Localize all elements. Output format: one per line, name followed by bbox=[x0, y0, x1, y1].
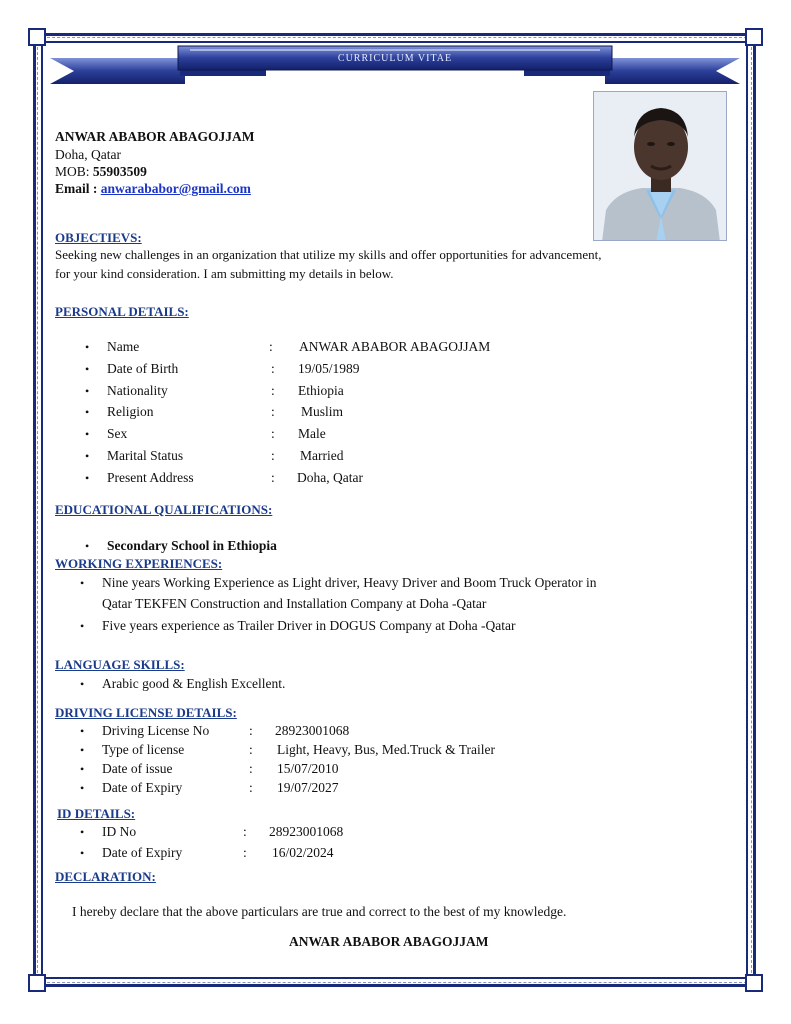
driving-colon: : bbox=[249, 780, 253, 795]
personal-label-address: Present Address bbox=[107, 470, 194, 485]
personal-label-name: Name bbox=[107, 339, 140, 354]
title-ribbon bbox=[50, 44, 740, 86]
personal-value-nationality: Ethiopia bbox=[298, 383, 344, 398]
objectives-line-1: Seeking new challenges in an organization that utilize my skills and offer opportunities for advancement, bbox=[55, 247, 602, 262]
id-details-heading: ID DETAILS: bbox=[57, 806, 136, 821]
personal-label-sex: Sex bbox=[107, 426, 128, 441]
email-label: Email : bbox=[55, 181, 98, 196]
driving-colon: : bbox=[249, 761, 253, 776]
profile-photo bbox=[593, 91, 727, 241]
banner-title: CURRICULUM VITAE bbox=[337, 53, 453, 64]
frame-corner-bottom-right bbox=[745, 974, 763, 992]
signature-name: ANWAR ABABOR ABAGOJJAM bbox=[289, 934, 489, 949]
bullet-icon: • bbox=[80, 724, 85, 738]
personal-colon: : bbox=[269, 339, 273, 354]
bullet-icon: • bbox=[85, 384, 90, 398]
bullet-icon: • bbox=[80, 576, 85, 590]
bullet-icon: • bbox=[85, 362, 90, 376]
email-line bbox=[55, 181, 251, 197]
email-link[interactable]: anwarababor@gmail.com bbox=[100, 181, 251, 196]
mobile-label: MOB: bbox=[55, 164, 90, 179]
personal-colon: : bbox=[271, 383, 275, 398]
driving-value-expiry: 19/07/2027 bbox=[277, 780, 339, 795]
frame-corner-bottom-left bbox=[28, 974, 46, 992]
personal-value-religion: Muslim bbox=[301, 404, 344, 419]
driving-label-type: Type of license bbox=[102, 742, 185, 757]
bullet-icon: • bbox=[80, 762, 85, 776]
personal-colon: : bbox=[271, 426, 275, 441]
personal-value-name: ANWAR ABABOR ABAGOJJAM bbox=[299, 339, 491, 354]
bullet-icon: • bbox=[80, 846, 85, 860]
education-item: Secondary School in Ethiopia bbox=[107, 538, 277, 553]
education-heading: EDUCATIONAL QUALIFICATIONS: bbox=[55, 502, 273, 517]
ribbon-left-tail bbox=[50, 58, 185, 84]
driving-license-heading: DRIVING LICENSE DETAILS: bbox=[55, 705, 237, 720]
frame-corner-top-right bbox=[745, 28, 763, 46]
mobile-number: 55903509 bbox=[92, 164, 147, 179]
id-label-expiry: Date of Expiry bbox=[102, 845, 183, 860]
personal-label-marital: Marital Status bbox=[107, 448, 184, 463]
bullet-icon: • bbox=[85, 405, 90, 419]
bullet-icon: • bbox=[85, 449, 90, 463]
driving-colon: : bbox=[249, 742, 253, 757]
bullet-icon: • bbox=[85, 471, 90, 485]
driving-value-issue: 15/07/2010 bbox=[277, 761, 339, 776]
personal-value-marital: Married bbox=[300, 448, 344, 463]
applicant-location: Doha, Qatar bbox=[55, 147, 121, 162]
objectives-heading: OBJECTIEVS: bbox=[55, 230, 142, 245]
work-heading: WORKING EXPERIENCES: bbox=[55, 556, 223, 571]
bullet-icon: • bbox=[80, 825, 85, 839]
frame-corner-top-left bbox=[28, 28, 46, 46]
bullet-icon: • bbox=[85, 340, 90, 354]
personal-value-address: Doha, Qatar bbox=[297, 470, 363, 485]
work-item-1-line-1: Nine years Working Experience as Light driver, Heavy Driver and Boom Truck Operator in bbox=[102, 575, 597, 590]
personal-details-heading: PERSONAL DETAILS: bbox=[55, 304, 189, 319]
language-heading: LANGUAGE SKILLS: bbox=[55, 657, 185, 672]
bullet-icon: • bbox=[80, 619, 85, 633]
personal-value-sex: Male bbox=[298, 426, 326, 441]
personal-colon: : bbox=[271, 404, 275, 419]
bullet-icon: • bbox=[85, 539, 90, 553]
id-label-number: ID No bbox=[102, 824, 137, 839]
driving-value-number: 28923001068 bbox=[275, 723, 350, 738]
driving-label-number: Driving License No bbox=[102, 723, 210, 738]
id-colon: : bbox=[243, 845, 247, 860]
work-item-2: Five years experience as Trailer Driver in DOGUS Company at Doha -Qatar bbox=[102, 618, 516, 633]
person-photo-icon bbox=[594, 92, 727, 241]
work-item-1-line-2: Qatar TEKFEN Construction and Installation Company at Doha -Qatar bbox=[102, 596, 487, 611]
personal-label-nationality: Nationality bbox=[107, 383, 168, 398]
driving-value-type: Light, Heavy, Bus, Med.Truck & Trailer bbox=[277, 742, 495, 757]
personal-colon: : bbox=[271, 448, 275, 463]
bullet-icon: • bbox=[80, 677, 85, 691]
personal-value-dob: 19/05/1989 bbox=[298, 361, 360, 376]
personal-label-religion: Religion bbox=[107, 404, 154, 419]
bullet-icon: • bbox=[80, 781, 85, 795]
applicant-name: ANWAR ABABOR ABAGOJJAM bbox=[55, 129, 255, 144]
personal-colon: : bbox=[271, 361, 275, 376]
mobile-line bbox=[55, 164, 147, 180]
driving-label-issue: Date of issue bbox=[102, 761, 173, 776]
driving-label-expiry: Date of Expiry bbox=[102, 780, 183, 795]
personal-label-dob: Date of Birth bbox=[107, 361, 179, 376]
driving-colon: : bbox=[249, 723, 253, 738]
ribbon-right-tail bbox=[605, 58, 740, 84]
declaration-heading: DECLARATION: bbox=[55, 869, 156, 884]
personal-colon: : bbox=[271, 470, 275, 485]
declaration-text: I hereby declare that the above particulars are true and correct to the best of my knowledge. bbox=[72, 904, 567, 919]
id-value-expiry: 16/02/2024 bbox=[272, 845, 334, 860]
id-colon: : bbox=[243, 824, 247, 839]
bullet-icon: • bbox=[85, 427, 90, 441]
bullet-icon: • bbox=[80, 743, 85, 757]
language-item: Arabic good & English Excellent. bbox=[102, 676, 286, 691]
id-value-number: 28923001068 bbox=[269, 824, 344, 839]
objectives-line-2: for your kind consideration. I am submitting my details in below. bbox=[55, 266, 394, 281]
